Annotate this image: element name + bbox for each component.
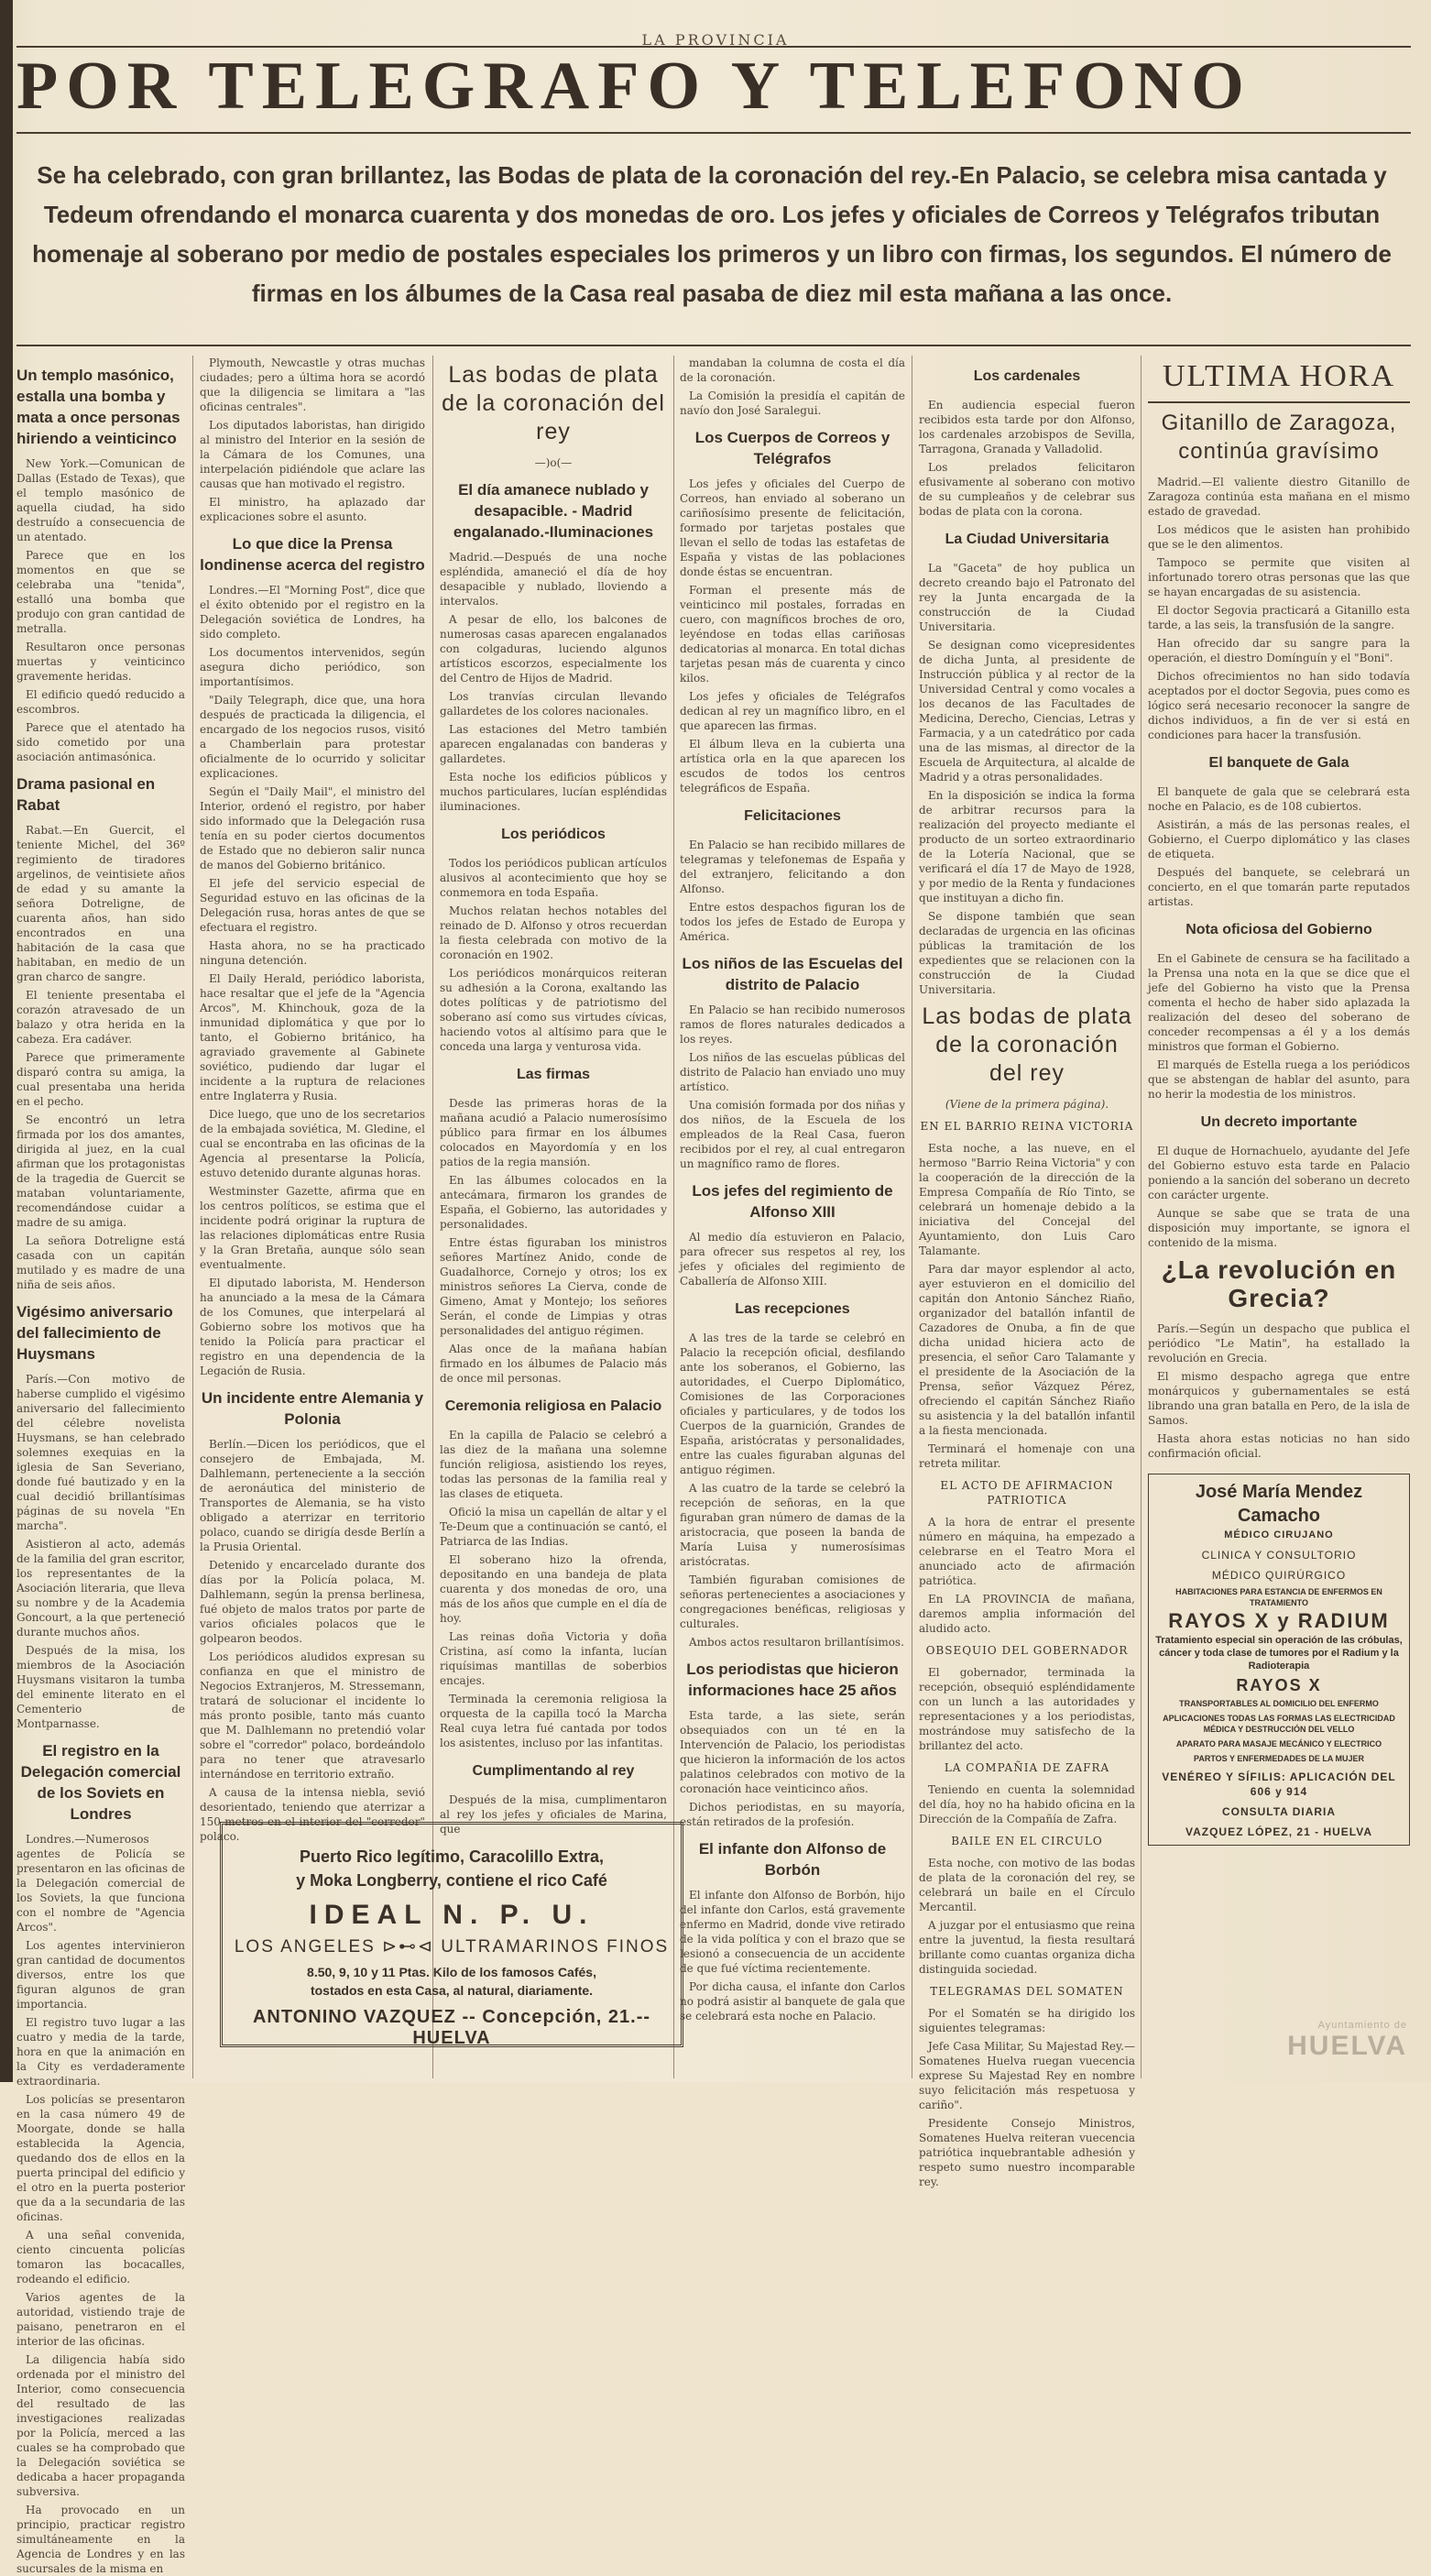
- ornament-icon: ⊳⊷⊲: [382, 1937, 434, 1957]
- paragraph: Londres.—Numerosos agentes de Policía se presentaron en las oficinas de la Delegación comercial de los Soviets, la que funciona con el nombre de "Agencia Arcos".: [16, 1833, 185, 1934]
- paragraph: Los tranvías circulan llevando gallardetes de los colores nacionales.: [440, 690, 667, 718]
- paragraph: Tampoco se permite que visiten al infortunado torero otras personas que las que se hayan encargadas de su asistencia.: [1148, 556, 1410, 598]
- section-caption: TELEGRAMAS DEL SOMATEN: [930, 1985, 1124, 1998]
- paragraph: A causa de la intensa niebla, sevió desorientado, teniendo que aterrizar a 150 metros en el interior del "corredor" polaco.: [200, 1786, 425, 1843]
- paragraph: Asistieron al acto, además de la familia del gran escritor, los representantes de la Asociación literaria, que lleva su nombre y de la Academia Goncourt, a la que perteneció durante muchos años.: [16, 1538, 185, 1639]
- paragraph: París.—Con motivo de haberse cumplido el vigésimo aniversario del fallecimiento del célebre novelista Huysmans, se han celebrado solemnes exequias en la iglesia de San Severiano, donde fué bautizado y en la cual decidió brillantísimas páginas de su novela "En marcha".: [16, 1373, 185, 1532]
- paragraph: Al medio día estuvieron en Palacio, para ofrecer sus respetos al rey, los jefes y oficiales del regimiento de Caballería de Alfonso XIII.: [680, 1231, 905, 1288]
- paragraph: Dice luego, que uno de los secretarios de la embajada soviética, M. Gledine, el cual se encontraba en las oficinas de la Agencia al presentarse la Policía, estuvo detenido durante algunas horas.: [200, 1108, 425, 1179]
- paragraph: Londres.—El "Morning Post", dice que el éxito obtenido por el registro en la Delegación soviética de Londres, ha sido completo.: [200, 584, 425, 641]
- paragraph: En el Gabinete de censura se ha facilitado a la Prensa una nota en la que se dice que el jefe del Gobierno ha visto que la Prensa comenta el hecho de haber sido aplazada la realización del deseo del soberano de conceder recompensas a él y a los demás ministros que forman el Gobierno.: [1148, 952, 1410, 1053]
- paragraph: Todos los periódicos publican artículos alusivos al acontecimiento que hoy se conmemora en toda España.: [440, 857, 667, 899]
- ad-line: Puerto Rico legítimo, Caracolillo Extra,: [299, 1847, 605, 1866]
- ad-line: APLICACIONES TODAS LAS FORMAS LAS ELECTRICIDAD MÉDICA Y DESTRUCCIÓN DEL VELLO: [1163, 1714, 1395, 1734]
- paragraph: Los documentos intervenidos, según asegura dicho periódico, son importantísimos.: [200, 646, 425, 688]
- paragraph: A juzgar por el entusiasmo que reina entre la juventud, la fiesta resultará brillante como cuantas organiza dicha distinguida sociedad.: [919, 1919, 1135, 1976]
- section-caption: EN EL BARRIO REINA VICTORIA: [920, 1120, 1134, 1133]
- paragraph: El mismo despacho agrega que entre monárquicos y gubernamentales se está librando una gran batalla en Pero, de la isla de Samos.: [1148, 1370, 1410, 1427]
- ultima-hora-banner: ULTIMA HORA: [1148, 357, 1410, 403]
- ad-line: VAZQUEZ LÓPEZ, 21 - HUELVA: [1185, 1825, 1372, 1838]
- paragraph: Las reinas doña Victoria y doña Cristina, así como la infanta, lucían riquísimas mantillas de soberbios encajes.: [440, 1630, 667, 1687]
- paragraph: Después del banquete, se celebrará un concierto, en el que tomarán parte reputados artistas.: [1148, 866, 1410, 908]
- paragraph: En audiencia especial fueron recibidos esta tarde por don Alfonso, los cardenales arzobispos de Sevilla, Tarragona, Granada y Valladolid.: [919, 399, 1135, 455]
- column-2: [200, 356, 425, 1843]
- paragraph: mandaban la columna de costa el día de la coronación.: [680, 356, 905, 384]
- column-divider: [192, 356, 193, 2078]
- section-caption: EL ACTO DE AFIRMACION PATRIOTICA: [940, 1479, 1114, 1507]
- headline: Gitanillo de Zaragoza, continúa gravísimo: [1161, 411, 1397, 464]
- headline: ¿La revolución en Grecia?: [1161, 1255, 1397, 1312]
- headline: Los jefes del regimiento de Alfonso XIII: [692, 1182, 893, 1221]
- watermark-big: HUELVA: [1287, 2031, 1407, 2061]
- ad-shop-row: [223, 1936, 681, 1957]
- paragraph: Los agentes intervinieron gran cantidad de documentos diversos, entre los que figuran algunos de gran importancia.: [16, 1939, 185, 2011]
- paragraph: El marqués de Estella ruega a los periódicos que se abstengan de hablar del asunto, para no herir la modestia de los ministros.: [1148, 1058, 1410, 1101]
- paragraph: El doctor Segovia practicará a Gitanillo esta tarde, a las seis, la transfusión de la sangre.: [1148, 604, 1410, 631]
- subheading: Felicitaciones: [744, 808, 841, 824]
- column-divider: [1141, 356, 1142, 2078]
- rule: [16, 132, 1411, 134]
- paragraph: Ofició la misa un capellán de altar y el Te-Deum que a continuación se cantó, el Patriarca de las Indias.: [440, 1506, 667, 1548]
- paragraph: Teniendo en cuenta la solemnidad del día, hoy no ha habido oficina en la Dirección de la Compañía de Zafra.: [919, 1783, 1135, 1825]
- paragraph: En la capilla de Palacio se celebró a las diez de la mañana una solemne función religiosa, asistiendo los reyes, todas las personas de la familia real y las clases de etiqueta.: [440, 1429, 667, 1500]
- coffee-advertisement: [220, 1822, 683, 2047]
- paragraph: A la hora de entrar el presente número en máquina, ha empezado a celebrarse en el Teatro Mora el anunciado acto de afirmación patriótica.: [919, 1516, 1135, 1587]
- paragraph: Presidente Consejo Ministros, Somatenes Huelva reiteran vuecencia patriótica inquebrantable adhesión y respeto sumo nuestro incomparable rey.: [919, 2117, 1135, 2188]
- paragraph: Jefe Casa Militar, Su Majestad Rey.—Somatenes Huelva ruegan vuecencia exprese Su Majestad Rey en nombre suyo felicitación más respetuosa y cariño".: [919, 2040, 1135, 2111]
- paragraph: Terminará el homenaje con una retreta militar.: [919, 1442, 1135, 1470]
- paragraph: Rabat.—En Guercit, el teniente Michel, del 36º regimiento de tiradores argelinos, de veintisiete años de edad y su amante la señora Dotreligne, de cuarenta años, han sido encontrados en una habitación de la casa que habitaban, en medio de un gran charco de sangre.: [16, 824, 185, 983]
- subheading: Cumplimentando al rey: [472, 1763, 635, 1779]
- subheading: La Ciudad Universitaria: [945, 532, 1109, 547]
- ad-line: PARTOS Y ENFERMEDADES DE LA MUJER: [1193, 1754, 1365, 1763]
- ad-shop-kind: ULTRAMARINOS FINOS: [441, 1937, 670, 1957]
- paragraph: En las álbumes colocados en la antecámara, firmaron los grandes de España, el Gobierno, las autoridades y personalidades.: [440, 1174, 667, 1231]
- paragraph: Dichos periodistas, en su mayoría, están retirados de la profesión.: [680, 1801, 905, 1828]
- paragraph: Los niños de las escuelas públicas del distrito de Palacio han enviado uno muy artístico.: [680, 1051, 905, 1093]
- paragraph: Los diputados laboristas, han dirigido al ministro del Interior en la sesión de la Cámara de los Comunes, una interpelación pidiéndole que aclare las causas que han motivado el registro.: [200, 419, 425, 490]
- paragraph: La diligencia había sido ordenada por el ministro del Interior, como consecuencia del resultado de las investigaciones realizadas por la Policía, merced a las cuales se ha comprobado que la Delegación soviética se dedicaba a hacer propaganda subversiva.: [16, 2353, 185, 2498]
- paragraph: Entre éstas figuraban los ministros señores Martínez Anido, conde de Guadalhorce, Cornejo y otros; los ex ministros señores La Cierva, conde de Gimeno, Amat y Montejo; los señores Serán, el conde de Limpias y otras personalidades del antiguo régimen.: [440, 1236, 667, 1337]
- paragraph: La Comisión la presidía el capitán de navío don José Saralegui.: [680, 389, 905, 417]
- ad-line: VENÉREO Y SÍFILIS: APLICACIÓN DEL 606 y 914: [1162, 1770, 1396, 1798]
- headline: Los niños de las Escuelas del distrito de Palacio: [682, 955, 903, 993]
- binding-edge: [0, 0, 13, 2082]
- subheading: Un decreto importante: [1200, 1114, 1358, 1130]
- paragraph: "Daily Telegraph, dice que, una hora después de practicada la diligencia, el encargado de los negocios rusos, visitó a Chamberlain para protestar oficialmente de lo ocurrido y solicitar explicaciones.: [200, 694, 425, 780]
- paragraph: Para dar mayor esplendor al acto, ayer estuvieron en el domicilio del capitán don Antonio Sánchez Riaño, organizador del batallón infantil de Cazadores de Onuba, a fin de que dicha unidad hiciera acto de presencia, el señor Caro Talamante y el presidente de la Asociación de la Prensa, señor Vázquez Pérez, ofreciendo el capitán Sánchez Riaño su asistencia y la del batallón infantil a la fiesta mencionada.: [919, 1263, 1135, 1437]
- paragraph: Los médicos que le asisten han prohibido que se le den alimentos.: [1148, 523, 1410, 551]
- ad-signature: ANTONINO VAZQUEZ -- Concepción, 21.--HUELVA: [252, 2007, 651, 2048]
- paragraph: Los jefes y oficiales de Telégrafos dedican al rey un magnífico libro, en el que aparecen las firmas.: [680, 690, 905, 732]
- headline: Un incidente entre Alemania y Polonia: [201, 1389, 424, 1428]
- section-caption: LA COMPAÑIA DE ZAFRA: [944, 1761, 1110, 1774]
- subheading: Los periódicos: [501, 827, 606, 842]
- paragraph: Desde las primeras horas de la mañana acudió a Palacio numerosísimo público para firmar en los álbumes colocados en Mayordomía y en los patios de la regia mansión.: [440, 1097, 667, 1168]
- paragraph: New York.—Comunican de Dallas (Estado de Texas), que el templo masónico de aquella ciudad, ha sido destruído a consecuencia de un atentado.: [16, 457, 185, 543]
- paragraph: Una comisión formada por dos niñas y dos niños, de la Escuela de los empleados de la Real Casa, fueron recibidos por el rey, al cual entregaron un magnífico ramo de flores.: [680, 1099, 905, 1170]
- headline: Drama pasional en Rabat: [16, 775, 156, 814]
- paragraph: La señora Dotreligne está casada con un capitán mutilado y es madre de una niña de seis años.: [16, 1234, 185, 1291]
- headline: Las bodas de plata de la coronación del rey: [922, 1003, 1132, 1086]
- paragraph: A pesar de ello, los balcones de numerosas casas aparecen engalanados con colgaduras, luciendo algunos artísticos escorzos, especialmente los del Centro de Hijos de Madrid.: [440, 613, 667, 685]
- paragraph: Terminada la ceremonia religiosa la orquesta de la capilla tocó la Marcha Real cuya letra fué cantada por todos los asistentes, incluso por las infantitas.: [440, 1693, 667, 1749]
- paragraph: Según el "Daily Mail", el ministro del Interior, ordenó el registro, por haber sido informado que la Delegación rusa tenía en su poder ciertos documentos de Estado que no debieron salir nunca de manos del Gobierno británico.: [200, 785, 425, 871]
- paragraph: Aunque se sabe que se trata de una disposición muy importante, se ignora el contenido de la misma.: [1148, 1207, 1410, 1249]
- headline: Los periodistas que hicieron informaciones hace 25 años: [686, 1661, 899, 1699]
- paragraph: Forman el presente más de veinticinco mil postales, forradas en cuero, con magníficos broches de oro, leyéndose en todas ellas cariñosas dedicatorias al monarca. En total dichas tarjetas pesan más de cuarenta y cinco kilos.: [680, 584, 905, 685]
- subheading: Los cardenales: [973, 368, 1081, 384]
- paragraph: El ministro, ha aplazado dar explicaciones sobre el asunto.: [200, 496, 425, 523]
- ad-line: TRANSPORTABLES AL DOMICILIO DEL ENFERMO: [1179, 1699, 1379, 1708]
- paragraph: Después de la misa, cumplimentaron al rey los jefes y oficiales de Marina, que: [440, 1793, 667, 1836]
- column-5: [919, 356, 1135, 2188]
- paragraph: El registro tuvo lugar a las cuatro y media de la tarde, hora en que la animación en la City es verdaderamente extraordinaria.: [16, 2016, 185, 2088]
- paragraph: Ha provocado en un principio, practicar registro simultáneamente en la Agencia de Londres y en las sucursales de la misma en: [16, 2504, 185, 2575]
- paragraph: Entre estos despachos figuran los de todos los jefes de Estado de Europa y América.: [680, 901, 905, 943]
- column-1: [16, 356, 185, 2575]
- paragraph: Alas once de la mañana habían firmado en los álbumes de Palacio más de once mil personas.: [440, 1343, 667, 1385]
- ad-line: tostados en esta Casa, al natural, diariamente.: [310, 1983, 594, 1998]
- paragraph: Después de la misa, los miembros de la Asociación Huysmans visitaron la tumba del eminente literato en el Cementerio de Montparnasse.: [16, 1644, 185, 1730]
- headline: Un templo masónico, estalla una bomba y mata a once personas hiriendo a veinticinco: [16, 367, 180, 447]
- paragraph: El jefe del servicio especial de Seguridad estuvo en las oficinas de la Delegación rusa, horas antes de que se efectuara el registro.: [200, 877, 425, 934]
- ad-line: APARATO PARA MASAJE MECÁNICO Y ELECTRICO: [1175, 1739, 1382, 1748]
- paragraph: Los prelados felicitaron efusivamente al soberano con motivo de su cumpleaños y de celebrar sus bodas de plata con la corona.: [919, 461, 1135, 518]
- paragraph: París.—Según un despacho que publica el periódico "Le Matin", ha estallado la revolución en Grecia.: [1148, 1322, 1410, 1365]
- paragraph: Los policías se presentaron en la casa número 49 de Moorgate, donde se halla establecida la Agencia, quedando dos de ellos en la puerta principal del edificio y el otro en la puerta posterior que da a la secundaria de las oficinas.: [16, 2093, 185, 2223]
- subheading: El banquete de Gala: [1208, 755, 1349, 771]
- paragraph: Se dispone también que sean declaradas de urgencia en las oficinas públicas la tramitación de los expedientes que se relacionen con la construcción de la Ciudad Universitaria.: [919, 910, 1135, 996]
- paragraph: El teniente presentaba el corazón atravesado de un balazo y otra herida en la cabeza. Era cadáver.: [16, 989, 185, 1046]
- paragraph: Por el Somatén se ha dirigido los siguientes telegramas:: [919, 2007, 1135, 2034]
- paragraph: Parece que primeramente disparó contra su amiga, la cual presentaba una herida en el pecho.: [16, 1051, 185, 1108]
- paragraph: Parece que el atentado ha sido cometido por una asociación antimasónica.: [16, 721, 185, 763]
- masthead: POR TELEGRAFO Y TELEFONO: [16, 49, 1252, 124]
- paragraph: Westminster Gazette, afirma que en los centros políticos, se estima que el incidente podrá originar la ruptura de las relaciones diplomáticas entre Rusia y la Gran Bretaña, aunque sólo sean eventualmente.: [200, 1185, 425, 1271]
- headline: El infante don Alfonso de Borbón: [698, 1840, 887, 1879]
- subheading: Las firmas: [516, 1067, 591, 1082]
- headline: Lo que dice la Prensa londinense acerca del registro: [200, 535, 425, 574]
- ad-line: HABITACIONES PARA ESTANCIA DE ENFERMOS EN TRATAMIENTO: [1175, 1587, 1382, 1607]
- rule: [16, 345, 1411, 346]
- section-caption: OBSEQUIO DEL GOBERNADOR: [925, 1644, 1129, 1657]
- ad-line: y Moka Longberry, contiene el rico Café: [296, 1871, 607, 1890]
- paragraph: En LA PROVINCIA de mañana, daremos amplia información del aludido acto.: [919, 1593, 1135, 1635]
- paragraph: También figuraban comisiones de señoras pertenecientes a asociaciones y congregaciones benéficas, religiosas y culturales.: [680, 1573, 905, 1630]
- running-head: LA PROVINCIA: [641, 31, 790, 49]
- ad-line: MÉDICO QUIRÚRGICO: [1211, 1569, 1347, 1582]
- paragraph: Se encontró un letra firmada por los dos amantes, dirigida al juez, en la cual afirman que los protagonistas de la tragedia de Guercit se mataban voluntariamente, recomendándose cuidar a madre de su amiga.: [16, 1113, 185, 1229]
- column-6: [1148, 356, 1410, 2069]
- paragraph: Los jefes y oficiales del Cuerpo de Correos, han enviado al soberano un cariñosísimo presente de felicitación, formado por tarjetas postales que llevan el sello de todas las estafetas de España y vistas de las poblaciones donde éstas se encuentran.: [680, 477, 905, 578]
- paragraph: En la disposición se indica la forma de arbitrar recursos para la realización del proyecto mediante el producto de un sorteo extraordinario de la Lotería Nacional, que se verificará el día 17 de Mayo de 1928, y por medio de la Renta y fundaciones que instituyan a dicho fin.: [919, 789, 1135, 904]
- ad-line: CLINICA Y CONSULTORIO: [1201, 1549, 1357, 1562]
- paragraph: El diputado laborista, M. Henderson ha anunciado a la mesa de la Cámara de los Comunes, que interpelará al Gobierno sobre los motivos que ha tenido la Policía para practicar el registro en una dependencia de la Legación de Rusia.: [200, 1277, 425, 1377]
- paragraph: En Palacio se han recibido millares de telegramas y telefonemas de España y del extranjero, felicitando a don Alfonso.: [680, 839, 905, 895]
- ad-rays-heading: RAYOS X: [1236, 1676, 1322, 1694]
- paragraph: Esta noche, a las nueve, en el hermoso "Barrio Reina Victoria" y con la cooperación de la dirección de la Empresa Compañía de Río Tinto, se celebrará un homenaje debido a la iniciativa del Concejal del Ayuntamiento, don Luis Caro Talamante.: [919, 1142, 1135, 1257]
- paragraph: A una señal convenida, ciento cincuenta policías tomaron las bocacalles, rodeando el edificio.: [16, 2229, 185, 2286]
- paragraph: Resultaron once personas muertas y veinticinco gravemente heridas.: [16, 641, 185, 683]
- paragraph: El Daily Herald, periódico laborista, hace resaltar que el jefe de la "Agencia Arcos", M. Khinchouk, goza de la inmunidad diplomática y que por lo tanto, el Gobierno británico, ha agraviado gravemente al Gabinete soviético, pudiendo dar lugar el incidente a la ruptura de relaciones entre Inglaterra y Rusia.: [200, 972, 425, 1102]
- headline: Las bodas de plata de la coronación del rey: [442, 362, 665, 444]
- column-divider: [673, 356, 674, 2078]
- headline: El registro en la Delegación comercial de los Soviets en Londres: [20, 1742, 181, 1823]
- paragraph: Madrid.—Después de una noche espléndida, amaneció el día de hoy desapacible y nublado, lloviendo a intervalos.: [440, 551, 667, 608]
- ad-line: Tratamiento especial sin operación de las cróbulas, cáncer y toda clase de tumores por el Radium y la Radioterapia: [1155, 1635, 1403, 1672]
- paragraph: Muchos relatan hechos notables del reinado de D. Alfonso y otros recuerdan la fiesta celebrada con motivo de la coronación en 1902.: [440, 904, 667, 961]
- paragraph: Asistirán, a más de las personas reales, el Gobierno, el Cuerpo diplomático y las clases de etiqueta.: [1148, 818, 1410, 860]
- ornament: —)o(—: [534, 456, 573, 469]
- paragraph: Las estaciones del Metro también aparecen engalanadas con banderas y gallardetes.: [440, 723, 667, 765]
- doctor-advertisement: [1148, 1474, 1410, 1846]
- column-divider: [432, 356, 433, 2078]
- lead-summary: Se ha celebrado, con gran brillantez, las Bodas de plata de la coronación del rey.-En Palacio, se celebra misa cantada y Tedeum ofrendando el monarca cuarenta y dos monedas de oro. Los jefes y oficiales de Correos y Telégrafos tributan homenaje al soberano por medio de postales especiales los primeros y un libro con firmas, los segundos. El número de firmas en los álbumes de la Casa real pasaba de diez mil esta mañana a las once.: [32, 161, 1392, 307]
- paragraph: Hasta ahora estas noticias no han sido confirmación oficial.: [1148, 1432, 1410, 1460]
- paragraph: Detenido y encarcelado durante dos días por la Policía polaca, M. Dalhlemann, según la prensa berlinesa, fué objeto de malos tratos por parte de varios oficiales polacos que le golpearon beodos.: [200, 1559, 425, 1645]
- headline: Vigésimo aniversario del fallecimiento de Huysmans: [16, 1303, 173, 1363]
- paragraph: Se designan como vicepresidentes de dicha Junta, al presidente de Instrucción pública y al rector de la Universidad Central y como vocales a los decanos de las Facultades de Medicina, Derecho, Ciencias, Letras y Farmacia, y a un catedrático por cada una de las mismas, al director de la Escuela de Arquitectura, al alcalde de Madrid y a otras personalidades.: [919, 639, 1135, 784]
- paragraph: Varios agentes de la autoridad, vistiendo traje de paisano, penetraron en el interior de las oficinas.: [16, 2291, 185, 2348]
- paragraph: Berlín.—Dicen los periódicos, que el consejero de Embajada, M. Dalhlemann, perteneciente a la sección de aeronáutica del ministerio de Transportes de Alemania, se ha visto obligado a aterrizar en territorio polaco, cuando se dirigía desde Berlín a la Prusia Oriental.: [200, 1438, 425, 1553]
- ad-doctor-title: MÉDICO CIRUJANO: [1224, 1529, 1334, 1540]
- paragraph: Hasta ahora, no se ha practicado ninguna detención.: [200, 939, 425, 967]
- section-caption: BAILE EN EL CIRCULO: [951, 1835, 1103, 1847]
- watermark-small: Ayuntamiento de: [1317, 2020, 1407, 2031]
- continuation-note: (Viene de la primera página).: [945, 1098, 1109, 1111]
- paragraph: El gobernador, terminada la recepción, obsequió espléndidamente con un lunch a las autoridades y representaciones y a los periodistas, mostrándose muy satisfecho de la brillantez del acto.: [919, 1666, 1135, 1752]
- headline: Los Cuerpos de Correos y Telégrafos: [694, 429, 890, 467]
- paragraph: El duque de Hornachuelo, ayudante del Jefe del Gobierno estuvo esta tarde en Palacio poniendo a la sanción del soberano un decreto con carácter urgente.: [1148, 1145, 1410, 1201]
- paragraph: La "Gaceta" de hoy publica un decreto creando bajo el Patronato del rey la Junta encargada de la construcción de la Ciudad Universitaria.: [919, 562, 1135, 633]
- paragraph: Ambos actos resultaron brillantísimos.: [689, 1636, 904, 1649]
- subheading: Nota oficiosa del Gobierno: [1185, 922, 1372, 937]
- paragraph: Madrid.—El valiente diestro Gitanillo de Zaragoza continúa esta mañana en el mismo estado de gravedad.: [1148, 476, 1410, 518]
- ad-brand: IDEAL N. P. U.: [309, 1900, 595, 1930]
- paragraph: Esta noche los edificios públicos y muchos particulares, lucían espléndidas iluminaciones.: [440, 771, 667, 813]
- paragraph: Esta noche, con motivo de las bodas de plata de la coronación del rey, se celebrará un baile en el Círculo Mercantil.: [919, 1857, 1135, 1913]
- column-3: [440, 356, 667, 1836]
- paragraph: A las cuatro de la tarde se celebró la recepción de señoras, en la que figuraban gran número de damas de la aristocracia, que poseen la banda de María Luisa y numerosísimas aristócratas.: [680, 1482, 905, 1568]
- archive-watermark: [1287, 2020, 1407, 2062]
- paragraph: Plymouth, Newcastle y otras muchas ciudades; pero a última hora se acordó que la diligencia se limitara a "las oficinas centrales".: [200, 356, 425, 413]
- paragraph: Han ofrecido dar su sangre para la operación, el diestro Domínguín y el "Boni".: [1148, 637, 1410, 664]
- paragraph: A las tres de la tarde se celebró en Palacio la recepción oficial, desfilando ante los soberanos, el Gobierno, las autoridades, el Cuerpo Diplomático, Comisiones de las Corporaciones oficiales y particulares, y de todos los Cuerpos de la guarnición, Grandes de España, aristócratas y personalidades, entre las cuales figuraban algunas del antiguo régimen.: [680, 1332, 905, 1476]
- paragraph: Por dicha causa, el infante don Carlos no podrá asistir al banquete de gala que se celebrará esta noche en Palacio.: [680, 1980, 905, 2022]
- paragraph: En Palacio se han recibido numerosos ramos de flores naturales dedicados a los reyes.: [680, 1003, 905, 1046]
- paragraph: Los periódicos monárquicos reiteran su adhesión a la Corona, exaltando las dotes políticas y de patriotismo del soberano así como sus virtudes cívicas, haciendo votos al altísimo para que le conceda una larga y venturosa vida.: [440, 967, 667, 1053]
- paragraph: Dichos ofrecimientos no han sido todavía aceptados por el doctor Segovia, pues como es lógico será necesario reconocer la sangre de dichos individuos, a fin de ver si está en condiciones para hacer la transfusión.: [1148, 670, 1410, 741]
- paragraph: Parece que en los momentos en que se celebraba una "tenida", estalló una bomba que produjo con gran cantidad de metralla.: [16, 549, 185, 635]
- ad-shop-name: LOS ANGELES: [234, 1937, 376, 1957]
- ad-line: 8.50, 9, 10 y 11 Ptas. Kilo de los famosos Cafés,: [307, 1965, 596, 1979]
- paragraph: El edificio quedó reducido a escombros.: [16, 688, 185, 716]
- paragraph: El banquete de gala que se celebrará esta noche en Palacio, es de 108 cubiertos.: [1148, 785, 1410, 813]
- column-4: [680, 356, 905, 2060]
- paragraph: Los periódicos aludidos expresan su confianza en que el ministro de Negocios Extranjeros, M. Stressemann, tratará de solucionar el incidente lo más pronto posible, tanto más cuanto que M. Dalhlemann no pretendió volar sobre el "corredor" polaco, bordeándolo para no tener que atravesarlo internándose en territorio extraño.: [200, 1650, 425, 1781]
- subheading: Las recepciones: [735, 1301, 850, 1317]
- ad-doctor-name: José María Mendez Camacho: [1195, 1482, 1363, 1526]
- paragraph: El álbum lleva en la cubierta una artística orla en la que aparecen los escudos de todos los centros telegráficos de España.: [680, 738, 905, 795]
- ad-rays-heading: RAYOS X y RADIUM: [1168, 1609, 1390, 1632]
- subheading: Ceremonia religiosa en Palacio: [444, 1398, 662, 1414]
- ad-line: CONSULTA DIARIA: [1221, 1805, 1337, 1818]
- paragraph: El infante don Alfonso de Borbón, hijo del infante don Carlos, está gravemente enfermo en Madrid, donde vive retirado de la vida política y con el brazo que se lesionó a consecuencia de un accidente de que fué víctima recientemente.: [680, 1889, 905, 1975]
- headline: El día amanece nublado y desapacible. - Madrid engalanado.-Iluminaciones: [453, 481, 654, 541]
- paragraph: Esta tarde, a las siete, serán obsequiados con un té en la Intervención de Palacio, los periodistas que hicieron la información de los actos palatinos celebrados con motivo de la coronación hace veinticinco años.: [680, 1709, 905, 1795]
- paragraph: El soberano hizo la ofrenda, depositando en una bandeja de plata cuarenta y dos monedas de oro, una más de los años que cumple en el día de hoy.: [440, 1553, 667, 1625]
